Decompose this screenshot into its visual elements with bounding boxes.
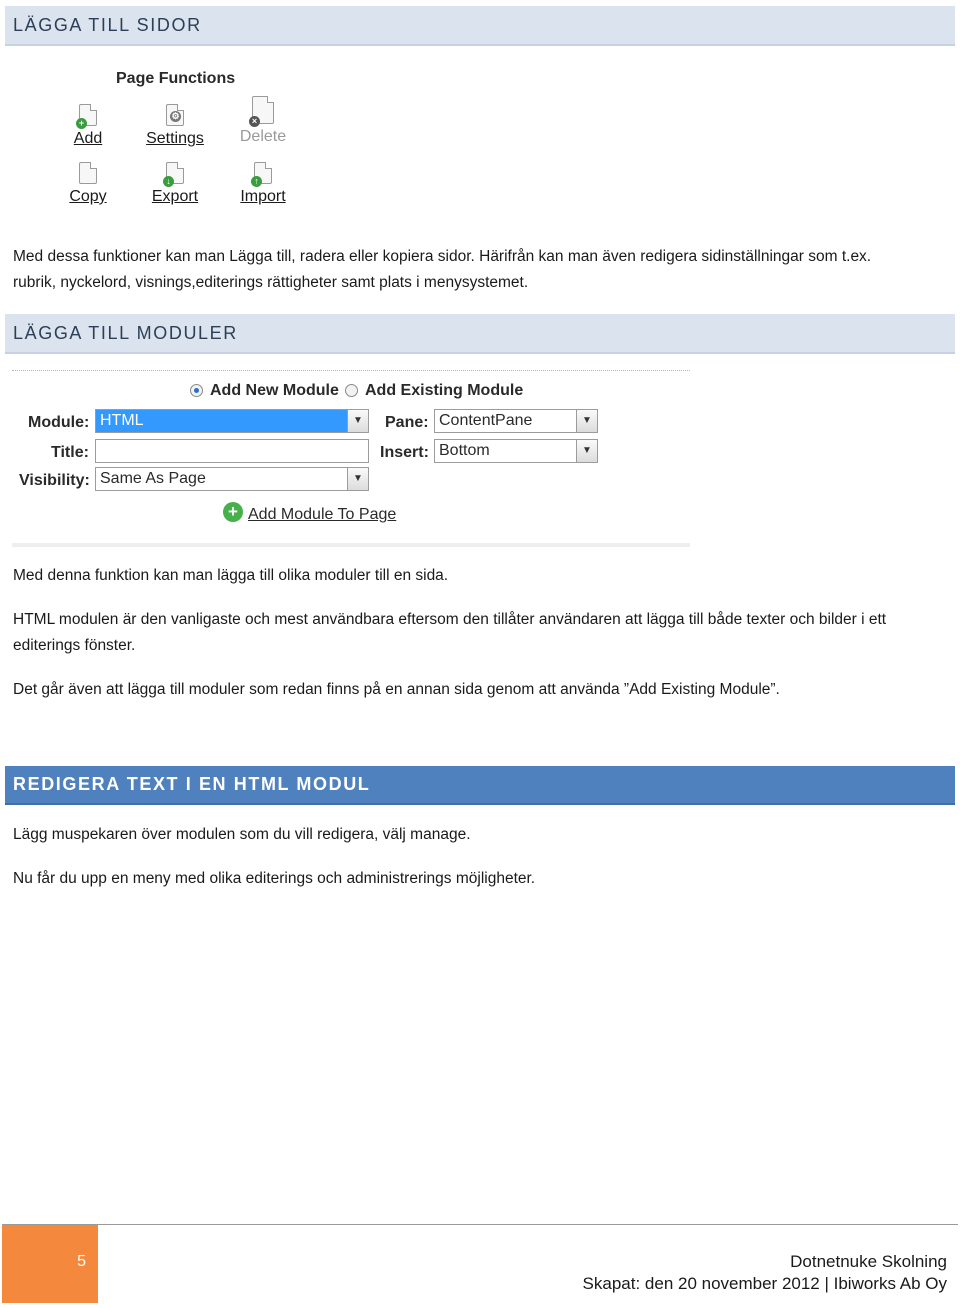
visibility-select[interactable]	[95, 467, 369, 491]
delete-page-icon: ×	[252, 96, 274, 124]
section-heading-redigera	[5, 766, 955, 805]
add-existing-module-radio[interactable]	[345, 384, 358, 397]
copy-page-icon	[79, 162, 97, 184]
gear-icon: ⚙	[166, 104, 184, 126]
page-settings-button[interactable]	[140, 104, 210, 148]
page-functions-title: Page Functions	[116, 70, 236, 87]
chevron-down-icon[interactable]: ▼	[576, 439, 598, 463]
export-page-button[interactable]	[140, 162, 210, 206]
paragraph-line: rubrik, nyckelord, visnings,editerings rättigheter samt plats i menysystemet.	[13, 274, 529, 291]
page-number-box	[2, 1225, 98, 1303]
paragraph-line: Med dessa funktioner kan man Lägga till, radera eller kopiera sidor. Härifrån kan man även redigera sidinställningar som t.ex.	[13, 248, 872, 265]
chevron-down-icon[interactable]: ▼	[347, 409, 369, 433]
section-heading-text: LÄGGA TILL MODULER	[13, 323, 238, 343]
section-heading-text: REDIGERA TEXT I EN HTML MODUL	[13, 774, 371, 794]
chevron-down-icon[interactable]: ▼	[576, 409, 598, 433]
copy-page-button[interactable]	[53, 162, 123, 206]
module-label: Module:	[28, 414, 90, 431]
chevron-down-icon[interactable]: ▼	[347, 467, 369, 491]
export-page-icon: ↓	[166, 162, 184, 184]
footer-created: Skapat: den 20 november 2012 | Ibiworks Ab Oy	[582, 1274, 947, 1293]
pane-select-value: ContentPane	[439, 412, 533, 429]
insert-label: Insert:	[380, 444, 429, 461]
module-select[interactable]	[95, 409, 369, 433]
page-settings-label: Settings	[146, 130, 204, 147]
add-module-to-page-button[interactable]: Add Module To Page	[248, 506, 397, 523]
pane-label: Pane:	[385, 414, 429, 431]
import-page-icon: ↑	[254, 162, 272, 184]
footer-title: Dotnetnuke Skolning	[790, 1252, 947, 1271]
paragraph-menu-options: Nu får du upp en meny med olika editerings och administrerings möjligheter.	[13, 870, 536, 887]
add-new-module-radio[interactable]	[190, 384, 203, 397]
add-page-button[interactable]	[53, 104, 123, 148]
footer-divider	[2, 1224, 958, 1225]
export-page-label: Export	[151, 188, 199, 205]
visibility-label: Visibility:	[19, 472, 90, 489]
section-heading-moduler	[5, 314, 955, 354]
page-number: 5	[77, 1253, 86, 1270]
add-page-icon: +	[79, 104, 97, 126]
pane-select[interactable]	[434, 409, 598, 433]
add-icon[interactable]: +	[223, 502, 243, 522]
delete-page-button[interactable]	[228, 96, 298, 146]
paragraph-hover-module: Lägg muspekaren över modulen som du vill redigera, välj manage.	[13, 826, 471, 843]
import-page-button[interactable]	[228, 162, 298, 206]
paragraph-existing-module: Det går även att lägga till moduler som redan finns på en annan sida genom att använda ”Add Existing Module”.	[13, 681, 780, 698]
add-existing-module-label: Add Existing Module	[365, 382, 524, 399]
visibility-select-value: Same As Page	[100, 470, 206, 487]
title-input[interactable]	[95, 439, 369, 463]
import-page-label: Import	[240, 188, 286, 205]
paragraph-page-functions	[13, 244, 948, 296]
module-select-value: HTML	[100, 412, 144, 429]
insert-select-value: Bottom	[439, 442, 490, 459]
section-heading-sidor	[5, 6, 955, 46]
add-new-module-label: Add New Module	[210, 382, 339, 399]
title-label: Title:	[51, 444, 89, 461]
paragraph-html-module: HTML modulen är den vanligaste och mest användbara eftersom den tillåter användaren att lägga till både texter och bilder i ett editerings fönster.	[13, 611, 887, 654]
add-page-label: Add	[73, 130, 103, 147]
section-heading-text: LÄGGA TILL SIDOR	[13, 15, 202, 35]
copy-page-label: Copy	[69, 188, 107, 205]
delete-page-label: Delete	[239, 128, 287, 145]
paragraph-add-module: Med denna funktion kan man lägga till olika moduler till en sida.	[13, 567, 449, 584]
insert-select[interactable]	[434, 439, 598, 463]
